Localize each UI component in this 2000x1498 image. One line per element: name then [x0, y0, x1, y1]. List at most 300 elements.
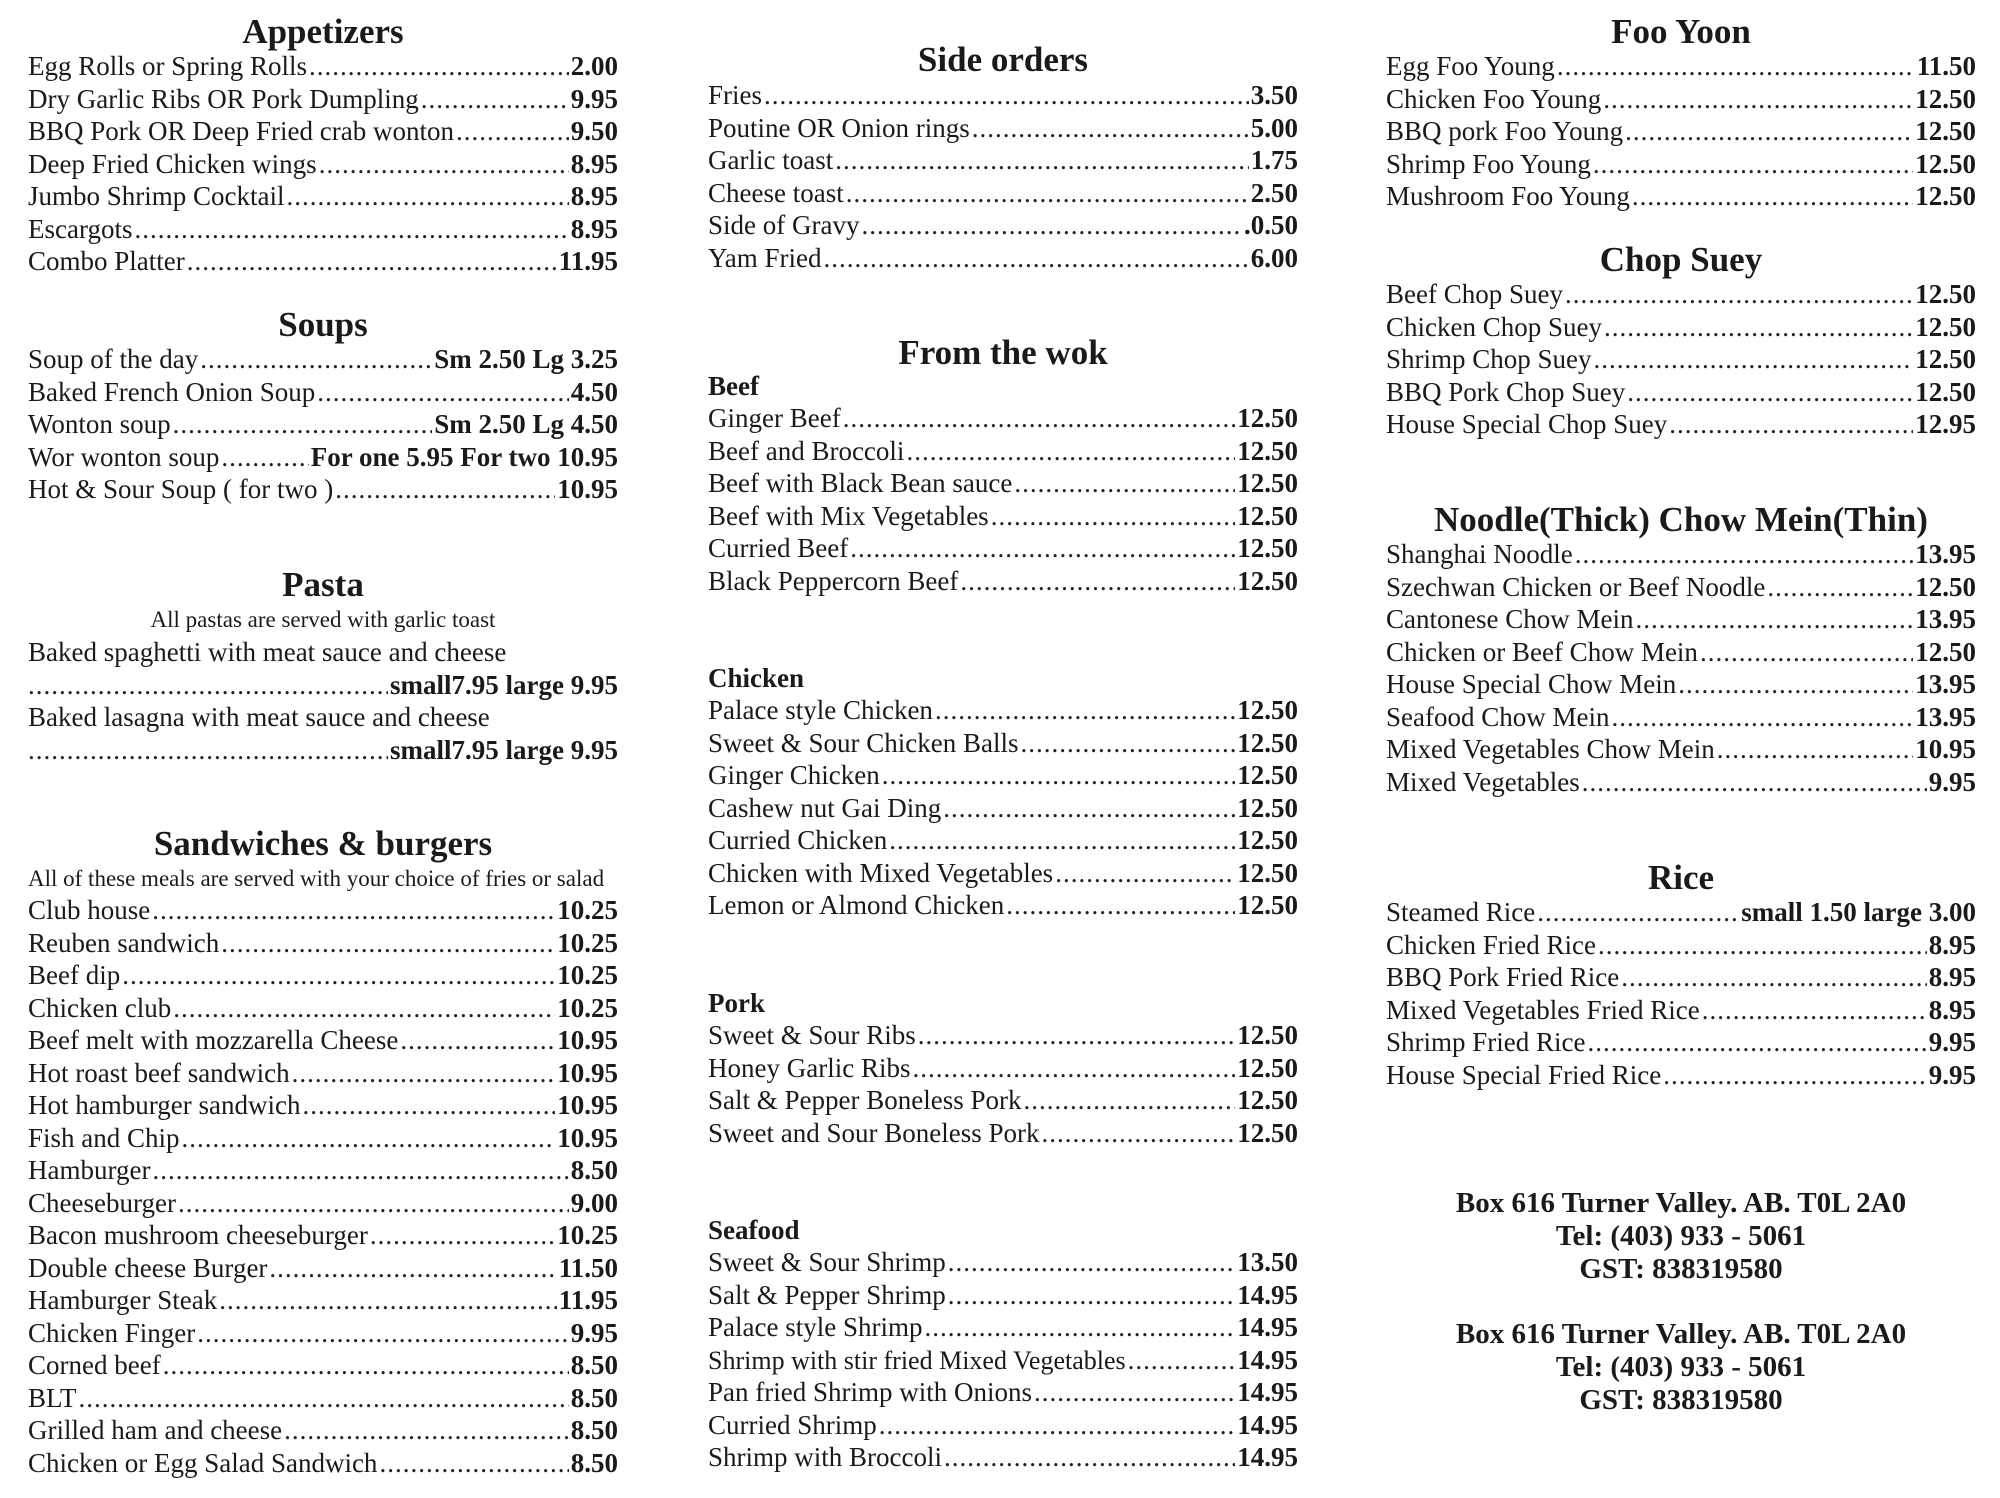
menu-item [1386, 538, 1976, 571]
address-line: Box 616 Turner Valley. AB. T0L 2A0 [1455, 1318, 1907, 1350]
item-price: 9.95 [1928, 1027, 1976, 1057]
leader-dots [1604, 311, 1913, 344]
item-name: Fish and Chip [28, 1122, 180, 1153]
item-name: BBQ pork Foo Young [1386, 116, 1624, 146]
menu-item [28, 1024, 618, 1057]
menu-item [1386, 733, 1976, 766]
menu-item [708, 79, 1298, 112]
menu-item [708, 1084, 1298, 1117]
item-name: Lemon or Almond Chicken [708, 890, 1005, 920]
item-price: Sm 2.50 Lg 3.25 [434, 344, 618, 374]
item-price: 8.50 [570, 1447, 618, 1478]
contact-block [1386, 1187, 1976, 1286]
item-name: BLT [28, 1382, 77, 1413]
item-name: Mushroom Foo Young [1386, 181, 1630, 211]
leader-dots [1625, 115, 1913, 148]
item-price: 8.95 [570, 213, 618, 244]
menu-item [28, 734, 618, 767]
sandwiches-note: All of these meals are served with your choice of fries or salad [28, 866, 605, 891]
item-name: BBQ Pork Chop Suey [1386, 376, 1626, 407]
leader-dots [152, 1154, 568, 1187]
item-name: Hamburger [28, 1155, 151, 1185]
menu-item [28, 1089, 618, 1122]
menu-item [28, 408, 618, 441]
item-price: 14.95 [1237, 1409, 1298, 1440]
item-name: Honey Garlic Ribs [708, 1052, 911, 1083]
menu-item [1386, 766, 1976, 799]
item-price: 11.95 [558, 246, 618, 276]
item-price: 4.50 [570, 376, 618, 407]
menu-item [708, 402, 1298, 435]
menu-item [708, 144, 1298, 177]
chop-suey-title: Chop Suey [1599, 240, 1763, 279]
menu-item [1386, 668, 1976, 701]
seafood-list [708, 1246, 1298, 1474]
menu-item [28, 376, 618, 409]
item-price: Sm 2.50 Lg 4.50 [434, 409, 618, 439]
menu-item [28, 245, 618, 278]
item-price: 12.50 [1915, 83, 1976, 114]
leader-dots [835, 144, 1249, 177]
leader-dots [764, 79, 1249, 112]
leader-dots [918, 1019, 1235, 1052]
item-name: Pan fried Shrimp with Onions [708, 1377, 1032, 1407]
menu-item [28, 148, 618, 181]
leader-dots [824, 242, 1249, 275]
item-name: Salt & Pepper Boneless Pork [708, 1085, 1022, 1115]
chicken-list [708, 694, 1298, 922]
item-price: 10.25 [557, 960, 618, 990]
leader-dots [882, 759, 1236, 792]
appetizers-list [28, 50, 618, 278]
menu-item [708, 1311, 1298, 1344]
menu-item [708, 889, 1298, 922]
menu-item [708, 1409, 1298, 1442]
leader-dots [287, 180, 569, 213]
item-name: Chicken or Beef Chow Mein [1386, 636, 1698, 667]
item-price: 12.50 [1237, 403, 1298, 433]
item-name: Club house [28, 895, 151, 925]
item-price: 13.50 [1237, 1247, 1298, 1277]
item-price: 10.25 [557, 992, 618, 1023]
item-name: Mixed Vegetables Fried Rice [1386, 994, 1700, 1025]
menu-item [1386, 603, 1976, 636]
leader-dots [1594, 343, 1914, 376]
menu-item [708, 467, 1298, 500]
menu-item [1386, 571, 1976, 604]
item-price: 11.95 [558, 1285, 618, 1315]
menu-item [1386, 83, 1976, 116]
item-name: Hamburger Steak [28, 1285, 218, 1315]
seafood-heading: Seafood [708, 1215, 800, 1245]
menu-item [708, 1441, 1298, 1474]
appetizers-title: Appetizers [242, 12, 404, 51]
item-price: 9.00 [570, 1187, 618, 1218]
leader-dots [1014, 467, 1235, 500]
leader-dots [1006, 889, 1235, 922]
item-price: 10.25 [557, 927, 618, 958]
leader-dots [1565, 278, 1913, 311]
menu-item [28, 894, 618, 927]
item-price: .0.50 [1244, 210, 1298, 240]
menu-item [28, 115, 618, 148]
item-price: 12.50 [1237, 1085, 1298, 1115]
item-name: Hot roast beef sandwich [28, 1057, 290, 1088]
item-price: 1.75 [1250, 145, 1298, 175]
leader-dots [1023, 1084, 1235, 1117]
item-name: Jumbo Shrimp Cocktail [28, 181, 285, 211]
item-name: Sweet & Sour Shrimp [708, 1247, 946, 1277]
item-name: Curried Shrimp [708, 1409, 877, 1440]
item-name: Ginger Chicken [708, 760, 880, 790]
item-price: 13.95 [1915, 539, 1976, 569]
item-name: Palace style Shrimp [708, 1312, 923, 1342]
item-name: Corned beef [28, 1350, 161, 1380]
item-price: 14.95 [1237, 1279, 1298, 1310]
menu-item [28, 1349, 618, 1382]
menu-item [28, 1284, 618, 1317]
menu-item [1386, 50, 1976, 83]
item-price: 10.95 [557, 1122, 618, 1153]
menu-item [1386, 115, 1976, 148]
menu-item [708, 177, 1298, 210]
item-name: Grilled ham and cheese [28, 1415, 283, 1445]
menu-item [708, 435, 1298, 468]
item-name: Beef melt with mozzarella Cheese [28, 1025, 399, 1055]
item-price: 12.50 [1237, 500, 1298, 531]
item-price: 12.50 [1915, 571, 1976, 602]
item-price: 12.50 [1237, 760, 1298, 790]
item-name: Cantonese Chow Mein [1386, 604, 1634, 634]
leader-dots [1700, 636, 1913, 669]
menu-item [1386, 180, 1976, 213]
leader-dots [1128, 1344, 1236, 1377]
leader-dots [850, 532, 1235, 565]
leader-dots [846, 177, 1249, 210]
item-name: Escargots [28, 213, 133, 244]
leader-dots [134, 213, 568, 246]
leader-dots [1702, 994, 1927, 1027]
menu-item [1386, 701, 1976, 734]
item-price: 10.95 [557, 1090, 618, 1120]
item-name: Curried Chicken [708, 825, 888, 855]
pork-heading: Pork [708, 988, 765, 1018]
side-orders-title: Side orders [917, 40, 1089, 79]
menu-item [708, 1052, 1298, 1085]
item-price: 14.95 [1237, 1377, 1298, 1407]
item-price: 12.50 [1915, 344, 1976, 374]
leader-dots [1621, 961, 1927, 994]
leader-dots [219, 1284, 557, 1317]
item-name: House Special Chop Suey [1386, 409, 1668, 439]
item-price: 12.50 [1237, 533, 1298, 563]
menu-item [28, 213, 618, 246]
item-name: Garlic toast [708, 145, 834, 175]
menu-item [28, 1154, 618, 1187]
leader-dots [182, 1122, 556, 1155]
item-price: 9.95 [1928, 1059, 1976, 1090]
foo-yoon-list [1386, 50, 1976, 213]
item-name: BBQ Pork OR Deep Fried crab wonton [28, 116, 454, 146]
leader-dots [1632, 180, 1913, 213]
item-price: 8.50 [570, 1415, 618, 1445]
item-name: Cashew nut Gai Ding [708, 792, 942, 823]
leader-dots [906, 435, 1235, 468]
menu-item [1386, 278, 1976, 311]
leader-dots [912, 1052, 1235, 1085]
leader-dots [1598, 929, 1927, 962]
gst-line: GST: 838319580 [1579, 1384, 1783, 1416]
item-price: 12.50 [1237, 565, 1298, 596]
item-name: Seafood Chow Mein [1386, 701, 1610, 732]
contact-block [1386, 1318, 1976, 1417]
pork-list [708, 1019, 1298, 1149]
item-name: Hot & Sour Soup ( for two ) [28, 474, 334, 504]
gst-line: GST: 838319580 [1579, 1253, 1783, 1285]
item-price: 8.95 [1928, 962, 1976, 992]
leader-dots [943, 792, 1235, 825]
item-price: 12.50 [1237, 825, 1298, 855]
leader-dots [1678, 668, 1913, 701]
item-price: 12.50 [1237, 727, 1298, 758]
leader-dots [924, 1311, 1235, 1344]
item-price: 12.50 [1915, 311, 1976, 342]
menu-item [1386, 1059, 1976, 1092]
item-name: Shrimp Chop Suey [1386, 344, 1592, 374]
pasta-note: All pastas are served with garlic toast [150, 607, 496, 632]
menu-item [28, 83, 618, 116]
item-name: House Special Fried Rice [1386, 1059, 1662, 1090]
leader-dots [221, 441, 308, 474]
item-price: 8.50 [570, 1350, 618, 1380]
item-name: Wor wonton soup [28, 441, 220, 472]
item-name: Sweet and Sour Boneless Pork [708, 1117, 1040, 1148]
leader-dots [1587, 1026, 1926, 1059]
item-price: 10.25 [557, 895, 618, 925]
menu-item [708, 824, 1298, 857]
item-name: Curried Beef [708, 533, 849, 563]
item-price: 10.95 [557, 1057, 618, 1088]
menu-item [28, 180, 618, 213]
item-price: 8.95 [1928, 994, 1976, 1025]
leader-dots [1669, 408, 1913, 441]
item-name: Cheese toast [708, 177, 844, 208]
item-name: Shrimp with Broccoli [708, 1442, 942, 1472]
item-name: Chicken Foo Young [1386, 83, 1602, 114]
item-price: 12.50 [1915, 181, 1976, 211]
item-price: 6.00 [1250, 242, 1298, 273]
leader-dots [879, 1409, 1236, 1442]
leader-dots [861, 209, 1242, 242]
menu-item [1386, 961, 1976, 994]
leader-dots [1627, 376, 1913, 409]
item-name: Mixed Vegetables Chow Mein [1386, 734, 1715, 764]
item-name: Chicken Fried Rice [1386, 929, 1596, 960]
item-price: 12.50 [1915, 148, 1976, 179]
leader-dots [221, 927, 555, 960]
leader-dots [991, 500, 1236, 533]
menu-item [1386, 994, 1976, 1027]
item-name: Deep Fried Chicken wings [28, 148, 317, 179]
leader-dots [379, 1447, 568, 1480]
item-name: Shrimp Fried Rice [1386, 1027, 1586, 1057]
beef-heading: Beef [708, 371, 759, 401]
leader-dots [79, 1382, 569, 1415]
item-price: 5.00 [1250, 112, 1298, 143]
item-name: Egg Foo Young [1386, 51, 1555, 81]
menu-item [708, 1376, 1298, 1409]
leader-dots [400, 1024, 555, 1057]
item-name: Beef Chop Suey [1386, 279, 1563, 309]
item-name: Baked spaghetti with meat sauce and cheese [28, 637, 507, 667]
item-name: Baked French Onion Soup [28, 376, 316, 407]
leader-dots [1557, 50, 1915, 83]
item-name: Beef dip [28, 960, 121, 990]
pasta-title: Pasta [282, 565, 364, 604]
menu-item [28, 1122, 618, 1155]
item-name: Palace style Chicken [708, 695, 933, 725]
item-name: Sweet & Sour Chicken Balls [708, 727, 1019, 758]
item-name: Poutine OR Onion rings [708, 112, 970, 143]
menu-item [1386, 311, 1976, 344]
menu-item [708, 857, 1298, 890]
menu-item [708, 727, 1298, 760]
leader-dots [292, 1057, 556, 1090]
menu-item [1386, 636, 1976, 669]
leader-dots [1034, 1376, 1235, 1409]
item-price: 8.50 [570, 1382, 618, 1413]
leader-dots [163, 1349, 569, 1382]
item-price: 2.00 [570, 51, 618, 81]
leader-dots [152, 894, 555, 927]
leader-dots [935, 694, 1235, 727]
menu-item [28, 1252, 618, 1285]
leader-dots [456, 115, 569, 148]
leader-dots [1717, 733, 1914, 766]
item-name: Shrimp Foo Young [1386, 148, 1591, 179]
leader-dots [1635, 603, 1913, 636]
item-name: Dry Garlic Ribs OR Pork Dumpling [28, 83, 419, 114]
item-price: 10.95 [557, 1025, 618, 1055]
item-price: 13.95 [1915, 669, 1976, 699]
item-price: 14.95 [1237, 1442, 1298, 1472]
leader-dots [187, 245, 557, 278]
item-price: 11.50 [558, 1252, 618, 1283]
item-name: Salt & Pepper Shrimp [708, 1279, 946, 1310]
menu-item [28, 1219, 618, 1252]
menu-item [28, 1382, 618, 1415]
menu-item [28, 992, 618, 1025]
item-price: 9.95 [570, 83, 618, 114]
leader-dots [889, 824, 1235, 857]
item-price: 13.95 [1915, 604, 1976, 634]
item-price: 2.50 [1250, 177, 1298, 208]
item-name: Chicken club [28, 992, 172, 1023]
item-name: Beef with Black Bean sauce [708, 468, 1013, 498]
phone-line: Tel: (403) 933 - 5061 [1555, 1220, 1807, 1252]
sandwiches-list [28, 894, 618, 1479]
leader-dots [1537, 896, 1739, 929]
item-price: 8.95 [570, 181, 618, 211]
item-name: Yam Fried [708, 242, 822, 273]
menu-item [1386, 408, 1976, 441]
item-name: Egg Rolls or Spring Rolls [28, 51, 308, 81]
item-name: Sweet & Sour Ribs [708, 1020, 916, 1050]
leader-dots [972, 112, 1249, 145]
item-name: Chicken Chop Suey [1386, 311, 1602, 342]
leader-dots [1663, 1059, 1927, 1092]
leader-dots [1041, 1117, 1235, 1150]
leader-dots [173, 408, 433, 441]
item-price: 13.95 [1915, 701, 1976, 732]
item-name: Combo Platter [28, 246, 185, 276]
menu-item [28, 927, 618, 960]
item-price: 9.95 [570, 1317, 618, 1348]
leader-dots [370, 1219, 555, 1252]
menu-item [28, 669, 618, 702]
item-price: 14.95 [1237, 1344, 1298, 1375]
menu-item [708, 759, 1298, 792]
menu-item [28, 1317, 618, 1350]
item-name: Reuben sandwich [28, 927, 220, 958]
leader-dots [843, 402, 1236, 435]
item-price: small7.95 large 9.95 [390, 669, 618, 700]
item-price: 9.95 [1928, 766, 1976, 797]
leader-dots [284, 1414, 569, 1447]
menu-item [708, 1246, 1298, 1279]
leader-dots [421, 83, 569, 116]
item-price: 12.50 [1237, 1052, 1298, 1083]
address-line: Box 616 Turner Valley. AB. T0L 2A0 [1455, 1187, 1907, 1219]
item-price: 9.50 [570, 116, 618, 146]
menu-item [708, 1019, 1298, 1052]
item-name: Black Peppercorn Beef [708, 565, 959, 596]
item-price: 12.50 [1915, 376, 1976, 407]
leader-dots [28, 734, 388, 767]
item-name: Steamed Rice [1386, 897, 1536, 927]
item-price: 12.50 [1237, 792, 1298, 823]
item-price: 12.50 [1915, 636, 1976, 667]
leader-dots [197, 1317, 569, 1350]
item-name: Chicken Finger [28, 1317, 196, 1348]
item-price: 14.95 [1237, 1312, 1298, 1342]
leader-dots [948, 1246, 1235, 1279]
menu-item [28, 343, 618, 376]
menu-item [1386, 343, 1976, 376]
item-name: Szechwan Chicken or Beef Noodle [1386, 571, 1766, 602]
item-price: 12.50 [1237, 468, 1298, 498]
leader-dots [1593, 148, 1913, 181]
item-price: For one 5.95 For two 10.95 [310, 441, 618, 472]
item-name: Baked lasagna with meat sauce and cheese [28, 702, 490, 732]
menu-item [28, 1057, 618, 1090]
menu-item [708, 532, 1298, 565]
menu-item [28, 959, 618, 992]
menu-item [28, 1414, 618, 1447]
item-name: Beef and Broccoli [708, 435, 905, 466]
item-name: Cheeseburger [28, 1187, 176, 1218]
item-price: 12.95 [1915, 409, 1976, 439]
item-name: Chicken or Egg Salad Sandwich [28, 1447, 378, 1478]
item-price: small 1.50 large 3.00 [1741, 897, 1976, 927]
leader-dots [335, 473, 555, 506]
leader-dots [1055, 857, 1235, 890]
leader-dots [319, 148, 569, 181]
item-name: Side of Gravy [708, 210, 860, 240]
item-price: 11.50 [1916, 51, 1976, 81]
leader-dots [122, 959, 555, 992]
leader-dots [269, 1252, 556, 1285]
